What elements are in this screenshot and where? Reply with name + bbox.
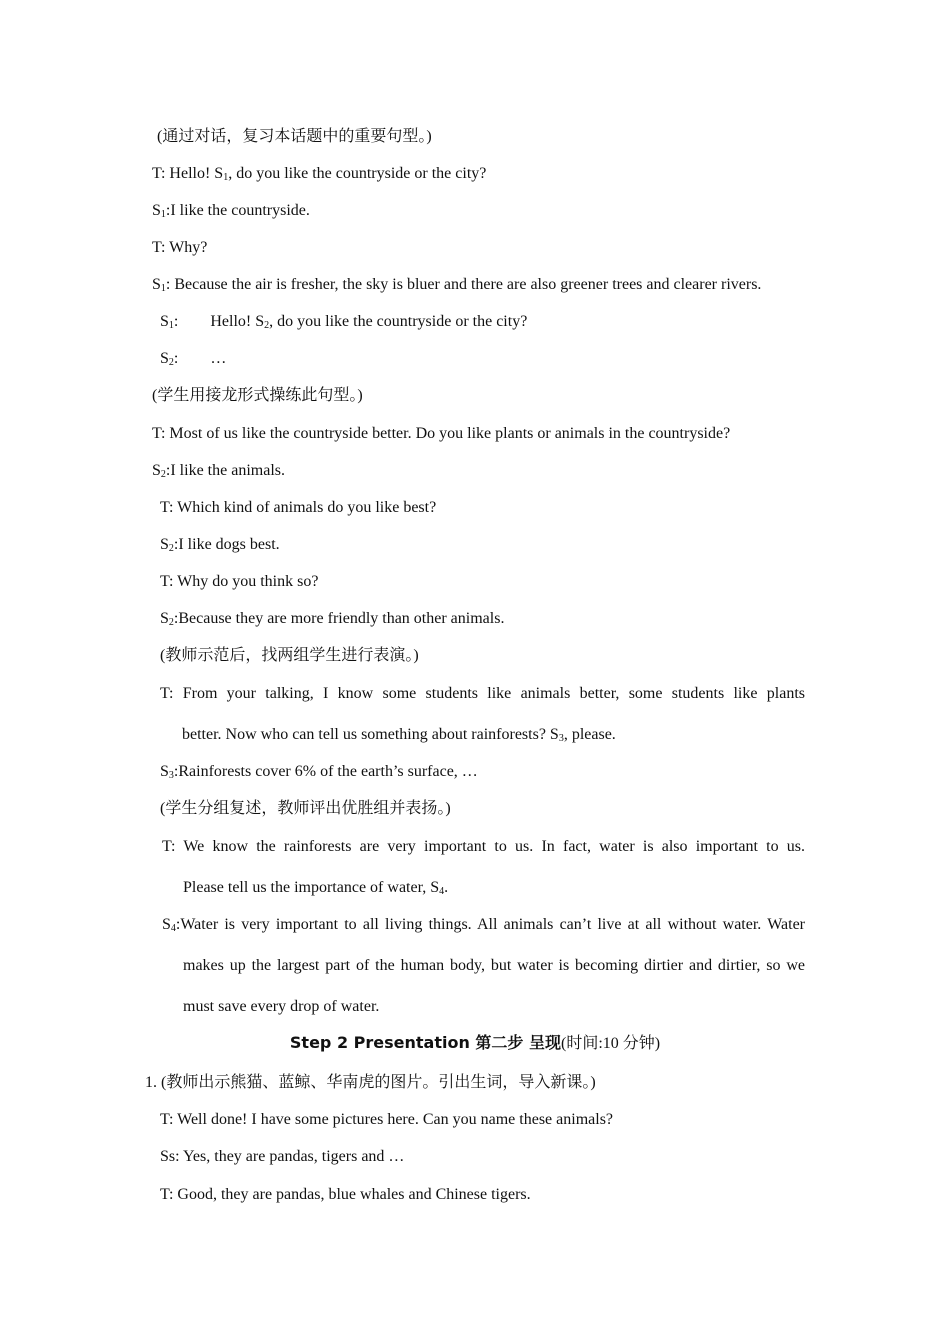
dialogue-line: T: From your talking, I know some students like animals better, some students like plants bbox=[160, 685, 805, 702]
dialogue-line: T: Most of us like the countryside better. Do you like plants or animals in the countryside? bbox=[152, 425, 731, 442]
dialogue-line: $S_4:Water$ is very important to all living things. All animals can’t live at all without water. Water bbox=[162, 916, 805, 934]
dialogue-line: Ss: Yes, they are pandas, tigers and … bbox=[160, 1148, 405, 1165]
dialogue-line: T: Hello! $S_1$, do you like the countryside or the city? bbox=[152, 165, 487, 183]
dialogue-line-continuation: must save every drop of water. bbox=[183, 998, 380, 1015]
dialogue-line: $S_2:Because$ they are more friendly than other animals. bbox=[160, 610, 505, 628]
note-review-dialogue: (通过对话，复习本话题中的重要句型。) bbox=[157, 128, 432, 145]
dialogue-line: $S_3:Rainforests$ cover 6% of the earth’s surface, … bbox=[160, 763, 478, 781]
numbered-instruction: 1. (教师出示熊猫、蓝鲸、华南虎的图片。引出生词，导入新课。) bbox=[145, 1074, 596, 1091]
dialogue-line: $S_2:I$ like dogs best. bbox=[160, 536, 280, 554]
note-chain-practice: (学生用接龙形式操练此句型。) bbox=[152, 387, 363, 404]
dialogue-line: T: Well done! I have some pictures here. Can you name these animals? bbox=[160, 1111, 614, 1128]
dialogue-line: $S_1$: Because the air is fresher, the sky is bluer and there are also greener trees and clearer rivers. bbox=[152, 276, 762, 294]
dialogue-line: $S_2$: … bbox=[160, 350, 227, 368]
dialogue-line-continuation: makes up the largest part of the human body, but water is becoming dirtier and dirtier, so we bbox=[183, 957, 805, 974]
step-time: (时间:10 分钟) bbox=[560, 1035, 661, 1052]
dialogue-line: T: We know the rainforests are very important to us. In fact, water is also important to us. bbox=[162, 838, 805, 855]
dialogue-line: $S_1:I$ like the countryside. bbox=[152, 202, 310, 220]
dialogue-line: T: Why do you think so? bbox=[160, 573, 319, 590]
dialogue-line: T: Which kind of animals do you like best? bbox=[160, 499, 437, 516]
note-teacher-demo: (教师示范后，找两组学生进行表演。) bbox=[160, 647, 419, 664]
note-group-retell: (学生分组复述，教师评出优胜组并表扬。) bbox=[160, 800, 451, 817]
dialogue-line-continuation: better. Now who can tell us something about rainforests? $S_3$, please. bbox=[182, 726, 616, 744]
step-heading bbox=[0, 1033, 950, 1054]
dialogue-line: T: Why? bbox=[152, 239, 208, 256]
step-title: Step 2 Presentation 第二步 呈现 bbox=[289, 1033, 561, 1052]
dialogue-line: $S_2:I$ like the animals. bbox=[152, 462, 285, 480]
dialogue-line-continuation: Please tell us the importance of water, $S_4$. bbox=[183, 879, 449, 897]
dialogue-line: $S_1$: Hello! $S_2$, do you like the countryside or the city? bbox=[160, 313, 528, 331]
dialogue-line: T: Good, they are pandas, blue whales and Chinese tigers. bbox=[160, 1186, 531, 1203]
